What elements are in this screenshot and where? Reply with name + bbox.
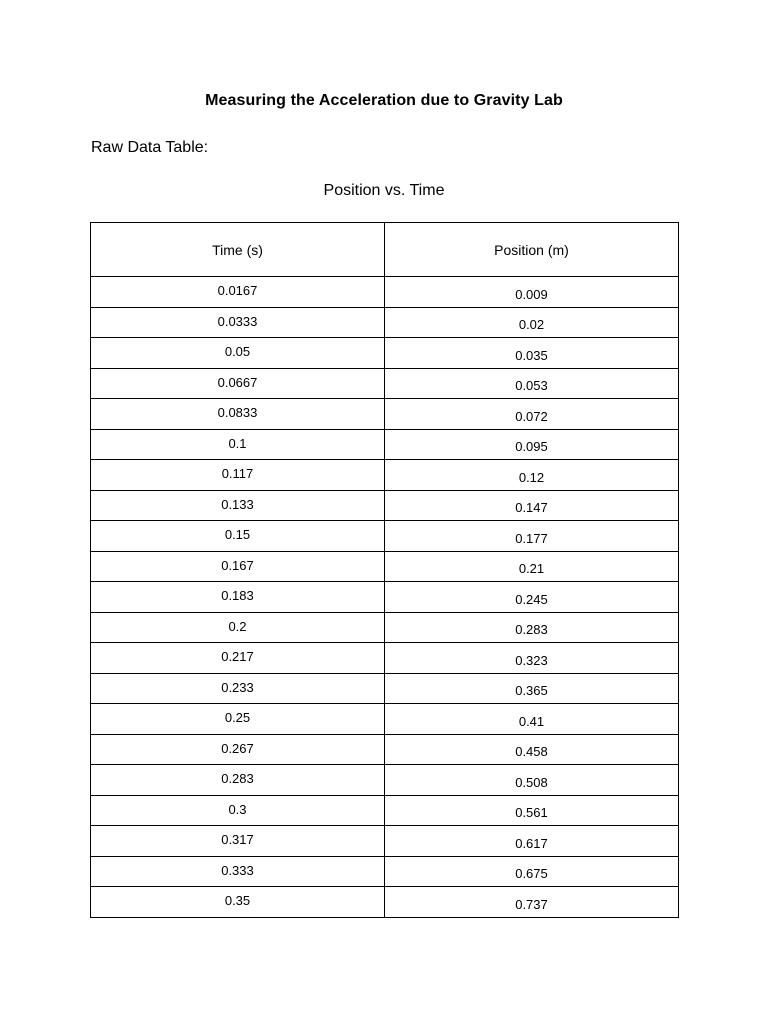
table-body <box>91 277 679 918</box>
table-row <box>91 673 679 704</box>
section-label: Raw Data Table: <box>91 139 209 156</box>
time-cell: 0.0333 <box>91 307 385 338</box>
table-row <box>91 795 679 826</box>
position-cell: 0.617 <box>385 826 679 857</box>
table-row <box>91 460 679 491</box>
time-cell: 0.267 <box>91 734 385 765</box>
time-cell: 0.2 <box>91 612 385 643</box>
table-row <box>91 856 679 887</box>
table-row <box>91 826 679 857</box>
table-row <box>91 643 679 674</box>
time-cell: 0.3 <box>91 795 385 826</box>
position-cell: 0.737 <box>385 887 679 918</box>
time-cell: 0.35 <box>91 887 385 918</box>
position-cell: 0.147 <box>385 490 679 521</box>
time-cell: 0.1 <box>91 429 385 460</box>
time-cell: 0.183 <box>91 582 385 613</box>
table-row <box>91 338 679 369</box>
position-cell: 0.072 <box>385 399 679 430</box>
position-cell: 0.508 <box>385 765 679 796</box>
time-cell: 0.167 <box>91 551 385 582</box>
position-cell: 0.365 <box>385 673 679 704</box>
time-cell: 0.233 <box>91 673 385 704</box>
time-cell: 0.317 <box>91 826 385 857</box>
time-cell: 0.117 <box>91 460 385 491</box>
table-row <box>91 307 679 338</box>
table-row <box>91 734 679 765</box>
time-cell: 0.133 <box>91 490 385 521</box>
time-cell: 0.05 <box>91 338 385 369</box>
position-cell: 0.009 <box>385 277 679 308</box>
position-cell: 0.561 <box>385 795 679 826</box>
table-row <box>91 429 679 460</box>
page-title: Measuring the Acceleration due to Gravity Lab <box>205 92 563 109</box>
table-row <box>91 521 679 552</box>
position-cell: 0.02 <box>385 307 679 338</box>
table-row <box>91 277 679 308</box>
table-row <box>91 612 679 643</box>
time-cell: 0.15 <box>91 521 385 552</box>
time-cell: 0.0167 <box>91 277 385 308</box>
time-cell: 0.25 <box>91 704 385 735</box>
column-header-position: Position (m) <box>385 223 679 277</box>
position-cell: 0.053 <box>385 368 679 399</box>
position-cell: 0.458 <box>385 734 679 765</box>
time-cell: 0.0667 <box>91 368 385 399</box>
table-caption: Position vs. Time <box>323 182 445 199</box>
time-cell: 0.333 <box>91 856 385 887</box>
table-row <box>91 765 679 796</box>
table-row <box>91 551 679 582</box>
table-row <box>91 582 679 613</box>
position-cell: 0.035 <box>385 338 679 369</box>
time-cell: 0.0833 <box>91 399 385 430</box>
table-header-row <box>91 223 679 277</box>
position-cell: 0.095 <box>385 429 679 460</box>
position-cell: 0.675 <box>385 856 679 887</box>
table-row <box>91 704 679 735</box>
column-header-time: Time (s) <box>91 223 385 277</box>
position-cell: 0.245 <box>385 582 679 613</box>
position-cell: 0.283 <box>385 612 679 643</box>
table-row <box>91 399 679 430</box>
position-cell: 0.323 <box>385 643 679 674</box>
time-cell: 0.283 <box>91 765 385 796</box>
table-row <box>91 490 679 521</box>
data-table <box>90 222 679 918</box>
position-cell: 0.12 <box>385 460 679 491</box>
position-cell: 0.21 <box>385 551 679 582</box>
time-cell: 0.217 <box>91 643 385 674</box>
position-cell: 0.41 <box>385 704 679 735</box>
table-row <box>91 368 679 399</box>
table-row <box>91 887 679 918</box>
position-cell: 0.177 <box>385 521 679 552</box>
